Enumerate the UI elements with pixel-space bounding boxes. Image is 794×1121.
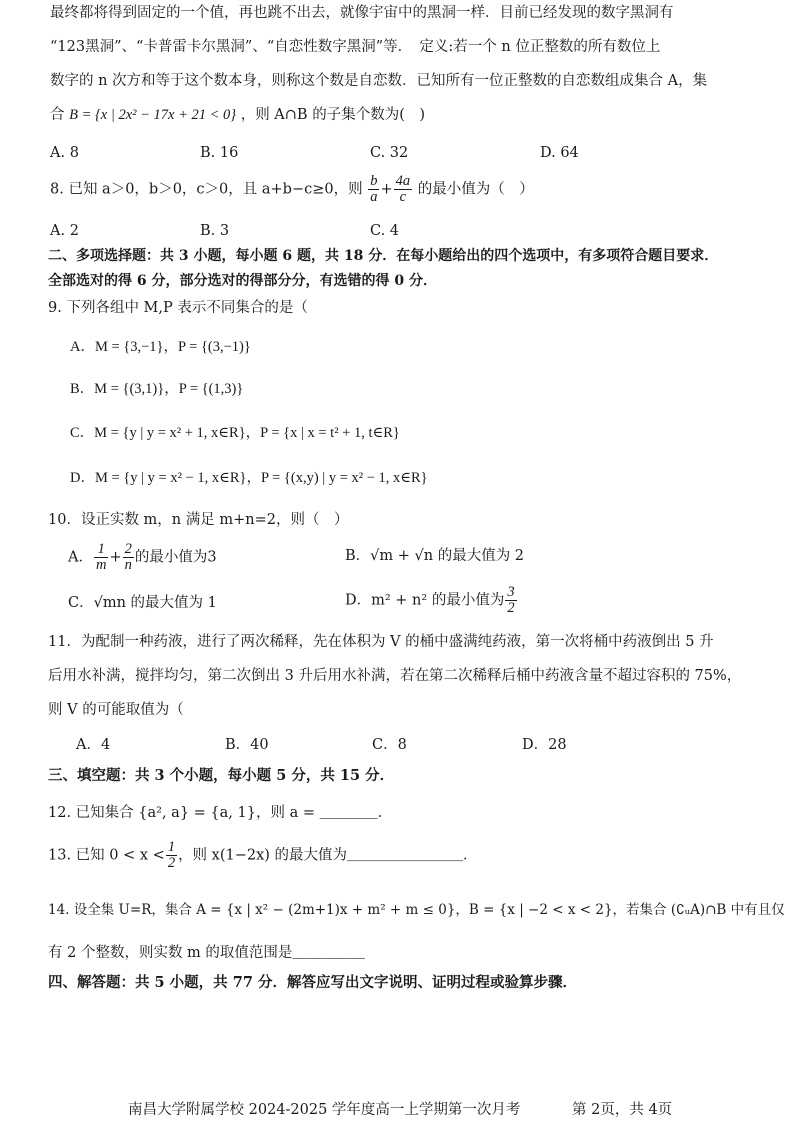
section-3-heading: 三、填空题：共 3 个小题，每小题 5 分，共 15 分． bbox=[48, 767, 395, 784]
q9-option-b: B．M = {(3,1)}，P = {(1,3)} bbox=[70, 381, 244, 397]
q10-option-d bbox=[345, 585, 518, 616]
q11-line-3: 则 V 的可能取值为（ bbox=[48, 702, 184, 718]
q11-option-b: B．40 bbox=[225, 737, 269, 753]
q13-suffix: ，则 x(1−2x) 的最大值为＿＿＿＿＿＿＿＿． bbox=[178, 847, 478, 864]
q14-line-1: 14. 设全集 U=R，集合 A = {x | x² − (2m+1)x + m² + m ≤ 0}，B = {x | −2 < x < 2}，若集合 (∁ᵤA)∩B 中有且仅 bbox=[48, 902, 785, 918]
q7-option-d: D. 64 bbox=[540, 145, 579, 161]
q10-option-a bbox=[68, 542, 217, 573]
q10-option-c: C．√mn 的最大值为 1 bbox=[68, 595, 217, 611]
q8-stem-prefix: 8. 已知 a＞0，b＞0，c＞0，且 a+b−c≥0，则 bbox=[50, 181, 363, 198]
q9-option-d: D．M = {y | y = x² − 1, x∈R}，P = {(x,y) | y = x² − 1, x∈R} bbox=[70, 470, 428, 486]
q11-option-c: C．8 bbox=[372, 737, 407, 753]
q7-option-c: C. 32 bbox=[370, 145, 409, 161]
q10-option-a-plus: + bbox=[109, 549, 122, 566]
section-2-heading-line-1: 二、多项选择题：共 3 小题，每小题 6 题，共 18 分．在每小题给出的四个选项中，有多项符合题目要求． bbox=[48, 248, 719, 264]
q11-option-d: D．28 bbox=[522, 737, 567, 753]
q7-option-a: A. 8 bbox=[50, 145, 79, 161]
q8-plus: + bbox=[380, 181, 393, 198]
q7-line-3: 数字的 n 次方和等于这个数本身，则称这个数是自恋数．已知所有一位正整数的自恋数组成集合 A，集 bbox=[50, 73, 708, 89]
q13-prefix: 13. 已知 0 < x < bbox=[48, 847, 165, 864]
q13-fraction-1-over-2: $\frac{1}{2}$ bbox=[167, 839, 176, 872]
q8-fraction-b-over-a: $\frac{b}{a}$ bbox=[370, 173, 378, 206]
q7-line-4-suffix: ，则 A∩B 的子集个数为( ) bbox=[240, 107, 426, 123]
q7-line-2: “123黑洞”、“卡普雷卡尔黑洞”、“自恋性数字黑洞”等． 定义:若一个 n 位正整数的所有数位上 bbox=[50, 39, 661, 55]
q8-fraction-4a-over-c: $\frac{4a}{c}$ bbox=[395, 173, 411, 206]
q10-stem: 10．设正实数 m，n 满足 m+n=2，则（ ） bbox=[48, 512, 349, 528]
q11-line-2: 后用水补满，搅拌均匀，第二次倒出 3 升后用水补满，若在第二次稀释后桶中药液含量不超过容积的 75%， bbox=[48, 668, 742, 684]
q10-option-b: B．√m + √n 的最大值为 2 bbox=[345, 548, 525, 564]
q7-set-b: B = {x | 2x² − 17x + 21 < 0} bbox=[69, 107, 237, 123]
q9-option-a: A．M = {3,−1}，P = {(3,−1)} bbox=[70, 339, 251, 355]
section-2-heading-line-2: 全部选对的得 6 分，部分选对的得部分分，有选错的得 0 分． bbox=[48, 273, 437, 289]
q10-option-a-text: 的最小值为3 bbox=[134, 549, 217, 566]
q8-option-a: A. 2 bbox=[50, 223, 79, 239]
footer-school-exam: 南昌大学附属学校 2024-2025 学年度高一上学期第一次月考 bbox=[128, 1102, 521, 1118]
q9-option-c: C．M = {y | y = x² + 1, x∈R}，P = {x | x = t² + 1, t∈R} bbox=[70, 425, 400, 441]
q8-stem-suffix: 的最小值为（ ） bbox=[417, 181, 534, 198]
q7-option-b: B. 16 bbox=[200, 145, 239, 161]
footer-page-number: 第 2页，共 4页 bbox=[572, 1102, 673, 1118]
q11-option-a: A．4 bbox=[76, 737, 111, 753]
q10-option-d-text: D．m² + n² 的最小值为 bbox=[345, 592, 505, 609]
q9-stem: 9. 下列各组中 M,P 表示不同集合的是（ bbox=[48, 300, 308, 316]
q11-line-1: 11．为配制一种药液，进行了两次稀释，先在体积为 V 的桶中盛满纯药液，第一次将桶中药液倒出 5 升 bbox=[48, 634, 714, 650]
q7-line-1: 最终都将得到固定的一个值，再也跳不出去，就像宇宙中的黑洞一样．目前已经发现的数字黑洞有 bbox=[50, 5, 674, 21]
section-4-heading: 四、解答题：共 5 小题，共 77 分．解答应写出文字说明、证明过程或验算步骤． bbox=[48, 974, 577, 991]
q8-option-b: B. 3 bbox=[200, 223, 230, 239]
q12: 12. 已知集合 {a², a} = {a, 1}，则 a = ＿＿＿＿． bbox=[48, 805, 393, 821]
q10-option-a-label: A． bbox=[68, 549, 93, 566]
q10-fraction-1-over-m: $\frac{1}{m}$ bbox=[95, 541, 107, 574]
q14-line-2: 有 2 个整数，则实数 m 的取值范围是＿＿＿＿＿ bbox=[48, 945, 365, 961]
q8-option-c: C. 4 bbox=[370, 223, 400, 239]
q10-fraction-2-over-n: $\frac{2}{n}$ bbox=[124, 541, 132, 574]
q10-fraction-3-over-2: $\frac{3}{2}$ bbox=[507, 584, 515, 617]
q7-line-4-prefix: 合 bbox=[50, 107, 65, 123]
q7-line-4 bbox=[50, 108, 425, 123]
q8-stem bbox=[50, 174, 534, 205]
q13 bbox=[48, 840, 478, 871]
